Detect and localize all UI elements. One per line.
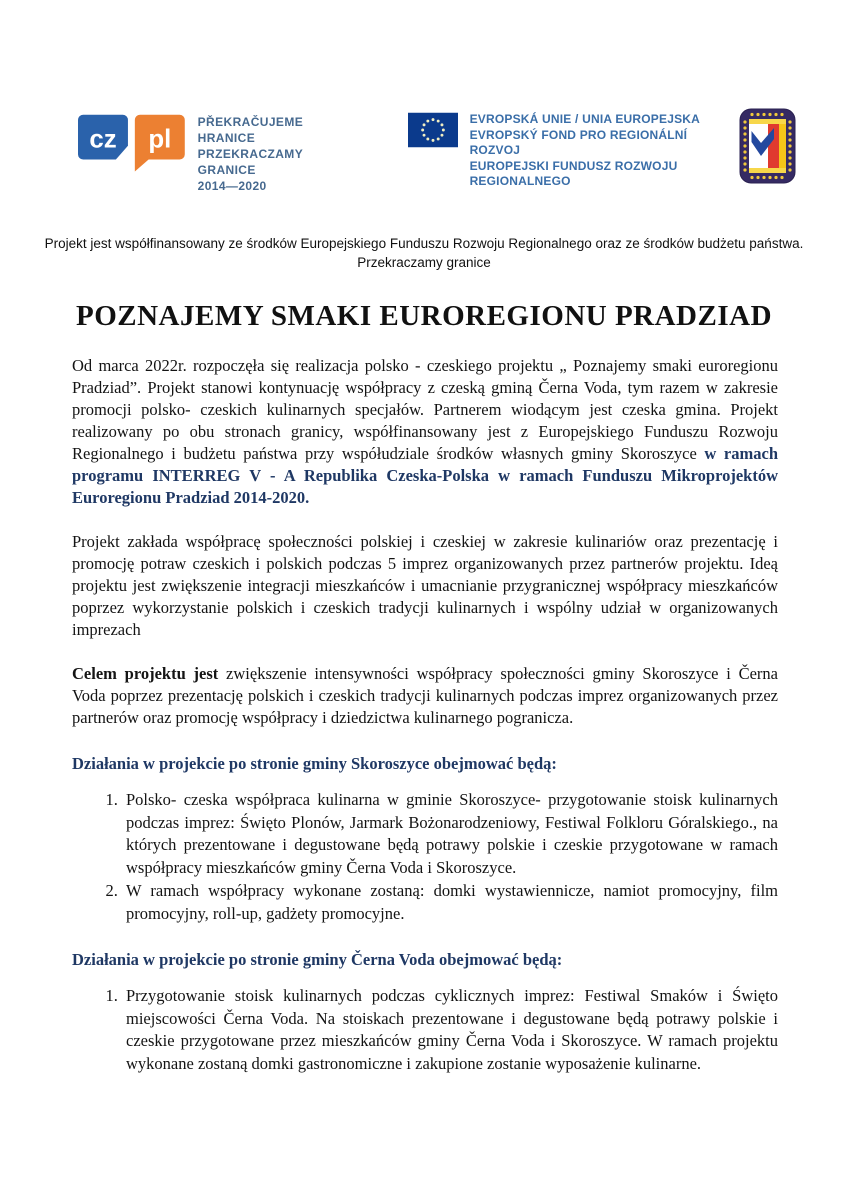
- euroregion-pradziad-emblem: [739, 108, 796, 189]
- section-heading-skoroszyce: Działania w projekcie po stronie gminy Skoroszyce obejmować będą:: [72, 754, 557, 773]
- czpl-programme-logo: [78, 110, 342, 194]
- interreg-programme-highlight: w ramach programu INTERREG V - A Republika Czeska-Polska w ramach Funduszu Mikroprojektów Euroregionu Pradziad 2014-2020.: [72, 444, 779, 507]
- section-heading-cerna-voda: Działania w projekcie po stronie gminy Černa Voda obejmować będą:: [72, 950, 563, 969]
- czpl-logo-caption: [198, 114, 342, 194]
- paragraph-intro: [72, 355, 778, 509]
- czpl-logo-icon: [78, 110, 186, 178]
- activities-list-skoroszyce: [72, 789, 778, 925]
- funding-disclaimer: [0, 234, 848, 272]
- paragraph-project-scope: Projekt zakłada współpracę społeczności polskiej i czeskiej w zakresie kulinariów oraz prezentację i promocję potraw czeskich i polskich podczas 5 imprez organizowanych przez partnerów projektu. Ideą projektu jest zwiększenie integracji mieszkańców i umacnianie przygranicznej współpracy mieszkańców poprzez wykorzystanie polskich i czeskich tradycji kulinarnych i wspólny udział w organizowanych imprezach: [72, 532, 778, 639]
- eu-flag-icon: [408, 110, 458, 150]
- document-title: POZNAJEMY SMAKI EUROREGIONU PRADZIAD: [75, 300, 773, 332]
- paragraph-intro-text: Od marca 2022r. rozpoczęła się realizacja polsko - czeskiego projektu „ Poznajemy smaki euroregionu Pradziad”. Projekt stanowi kontynuację współpracy z czeską gminą Černa Voda, tym razem w zakresie promocji polsko- czeskich kulinarnych specjałów. Partnerem wiodącym jest czeska gmina. Projekt realizowany po obu stronach granicy, współfinansowany jest z Europejskiego Funduszu Rozwoju Regionalnego i budżetu państwa przy współudziale środków własnych gminy Skoroszyce: [72, 356, 778, 463]
- czpl-pl-label: pl: [148, 125, 172, 154]
- list-item: 1. Polsko- czeska współpraca kulinarna w gminie Skoroszyce- przygotowanie stoisk kulinarnych podczas imprez: Święto Plonów, Jarmark Bożonarodzeniowy, Festiwal Folkloru Góralskiego., na których prezentowane i degustowane będą potrawy polskie i czeskie przygotowane w ramach współpracy mieszkańców gminy Černa Voda i Skoroszyce.: [122, 789, 778, 879]
- logo-header: [0, 0, 848, 194]
- czpl-caption-line2: PRZEKRACZAMY GRANICE: [197, 147, 303, 177]
- disclaimer-line1: Projekt jest współfinansowany ze środków Europejskiego Funduszu Rozwoju Regionalnego oraz ze środków budżetu państwa.: [44, 236, 804, 251]
- goal-text: zwiększenie intensywności współpracy społeczności gminy Skoroszyce i Černa Voda poprzez prezentację polskich i czeskich tradycji kulinarnych podczas imprez organizowanych przez partnerów oraz promocję współpracy i dziedzictwa kulinarnego pogranicza.: [72, 664, 778, 727]
- activities-list-cerna-voda: [72, 985, 778, 1075]
- paragraph-project-goal: [72, 663, 778, 729]
- eu-caption-line1: EVROPSKÁ UNIE / UNIA EUROPEJSKA: [469, 112, 701, 126]
- document-body: [0, 355, 848, 1075]
- list-item: 2. W ramach współpracy wykonane zostaną: domki wystawiennicze, namiot promocyjny, film promocyjny, roll-up, gadżety promocyjne.: [122, 880, 778, 925]
- euroregion-emblem-icon: [739, 108, 796, 184]
- list-item: 1. Przygotowanie stoisk kulinarnych podczas cyklicznych imprez: Festiwal Smaków i Święto miejscowości Černa Voda. Na stoiskach prezentowane i degustowane będą potrawy polskie i czeskie przygotowane przez mieszkańców gminy Černa Voda i Skoroszyce. W ramach projektu wykonane zostaną domki gastronomiczne i zakupione zostanie wyposażenie kulinarne.: [122, 985, 778, 1075]
- eu-funding-logo: [408, 110, 739, 190]
- disclaimer-line2: Przekraczamy granice: [357, 255, 491, 270]
- eu-caption-line2: EVROPSKÝ FOND PRO REGIONÁLNÍ ROZVOJ: [469, 127, 688, 157]
- czpl-cz-label: cz: [89, 125, 117, 154]
- czpl-caption-line3: 2014—2020: [197, 179, 267, 193]
- eu-logo-caption: [470, 112, 739, 190]
- eu-caption-line3: EUROPEJSKI FUNDUSZ ROZWOJU REGIONALNEGO: [469, 158, 678, 188]
- czpl-caption-line1: PŘEKRAČUJEME HRANICE: [197, 115, 304, 145]
- goal-lead-label: Celem projektu jest: [72, 664, 219, 683]
